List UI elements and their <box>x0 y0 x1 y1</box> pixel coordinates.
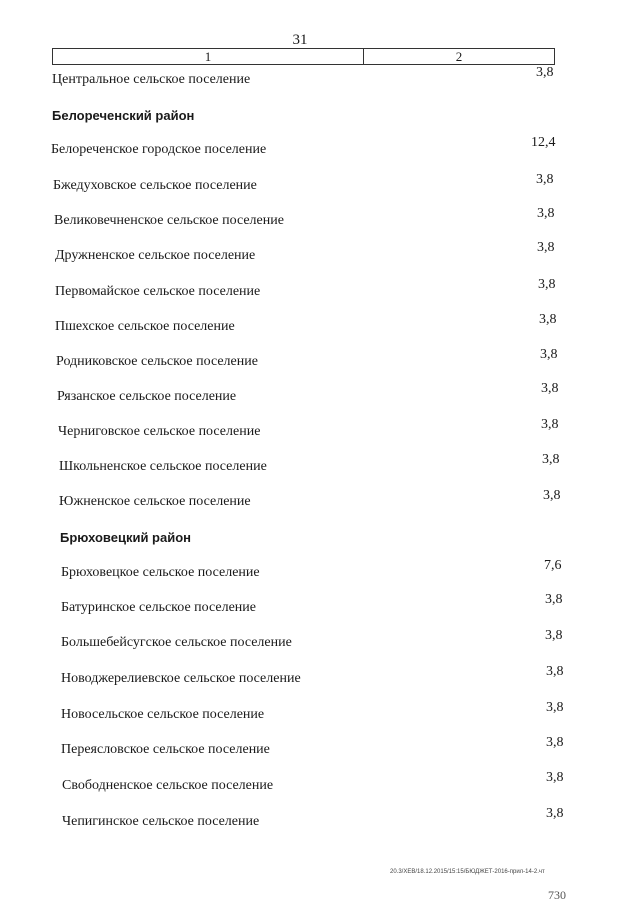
settlement-value: 3,8 <box>546 806 564 821</box>
settlement-name: Большебейсугское сельское поселение <box>61 635 292 650</box>
settlement-value: 7,6 <box>544 558 562 573</box>
settlement-row <box>0 135 640 164</box>
settlement-row <box>0 806 640 836</box>
settlement-name: Великовечненское сельское поселение <box>54 213 284 228</box>
settlement-row <box>0 381 640 411</box>
settlement-value: 3,8 <box>539 312 557 327</box>
settlement-row <box>0 700 640 729</box>
settlement-value: 3,8 <box>541 417 559 432</box>
settlement-value: 3,8 <box>545 592 563 607</box>
settlement-name: Родниковское сельское поселение <box>56 354 258 369</box>
settlement-name: Новоджерелиевское сельское поселение <box>61 671 301 686</box>
settlement-name: Рязанское сельское поселение <box>57 389 237 404</box>
settlement-row <box>0 240 640 270</box>
settlement-name: Черниговское сельское поселение <box>58 424 261 439</box>
settlement-value: 3,8 <box>538 277 556 292</box>
settlement-row <box>0 592 640 622</box>
settlement-row <box>0 65 640 94</box>
settlement-name: Пшехское сельское поселение <box>55 319 235 334</box>
settlement-row <box>0 452 640 481</box>
settlement-value: 3,8 <box>536 65 554 80</box>
settlement-value: 12,4 <box>531 135 556 150</box>
settlement-row <box>0 172 640 200</box>
settlement-name: Школьненское сельское поселение <box>59 459 267 474</box>
document-footer-code: 20.3/ХЕВ/18.12.2015/15:15/БЮДЖЕТ-2016-прил-14-2.чт <box>390 869 545 875</box>
settlement-value: 3,8 <box>537 206 555 221</box>
settlement-name: Чепигинское сельское поселение <box>62 814 260 829</box>
settlement-row <box>0 558 640 587</box>
district-heading <box>0 108 640 130</box>
settlement-row <box>0 628 640 657</box>
settlement-row <box>0 770 640 800</box>
district-heading <box>0 530 640 552</box>
column-header-2: 2 <box>455 48 463 64</box>
settlement-value: 3,8 <box>546 700 564 715</box>
settlement-row <box>0 312 640 341</box>
settlement-value: 3,8 <box>540 347 558 362</box>
settlement-value: 3,8 <box>546 664 564 679</box>
settlement-value: 3,8 <box>543 488 561 503</box>
column-header-1: 1 <box>53 49 364 64</box>
settlement-value: 3,8 <box>542 452 560 467</box>
settlement-name: Брюховецкое сельское поселение <box>61 565 260 580</box>
district-name: Брюховецкий район <box>60 530 192 545</box>
corner-mark: 730 <box>548 888 566 902</box>
settlement-name: Новосельское сельское поселение <box>61 707 265 722</box>
settlement-value: 3,8 <box>536 172 554 187</box>
settlement-row <box>0 277 640 306</box>
settlement-row <box>0 347 640 376</box>
settlement-value: 3,8 <box>537 240 555 255</box>
settlement-row <box>0 206 640 235</box>
settlement-row <box>0 664 640 693</box>
settlement-value: 3,8 <box>546 735 564 750</box>
settlement-name: Батуринское сельское поселение <box>61 600 256 615</box>
settlement-name: Переясловское сельское поселение <box>61 742 270 757</box>
settlement-name: Белореченское городское поселение <box>51 142 267 157</box>
settlement-name: Центральное сельское поселение <box>52 72 251 87</box>
settlement-value: 3,8 <box>541 381 559 396</box>
settlement-value: 3,8 <box>546 770 564 785</box>
settlement-name: Дружненское сельское поселение <box>55 248 256 263</box>
settlement-value: 3,8 <box>545 628 563 643</box>
settlement-row <box>0 735 640 764</box>
settlement-row <box>0 417 640 446</box>
settlement-name: Первомайское сельское поселение <box>55 284 261 299</box>
district-name: Белореченский район <box>52 108 195 123</box>
settlement-row <box>0 488 640 516</box>
table-header <box>52 48 555 65</box>
page-number: 31 <box>292 32 308 48</box>
settlement-name: Свободненское сельское поселение <box>62 778 274 793</box>
settlement-name: Южненское сельское поселение <box>59 494 251 509</box>
settlement-name: Бжедуховское сельское поселение <box>53 178 257 193</box>
